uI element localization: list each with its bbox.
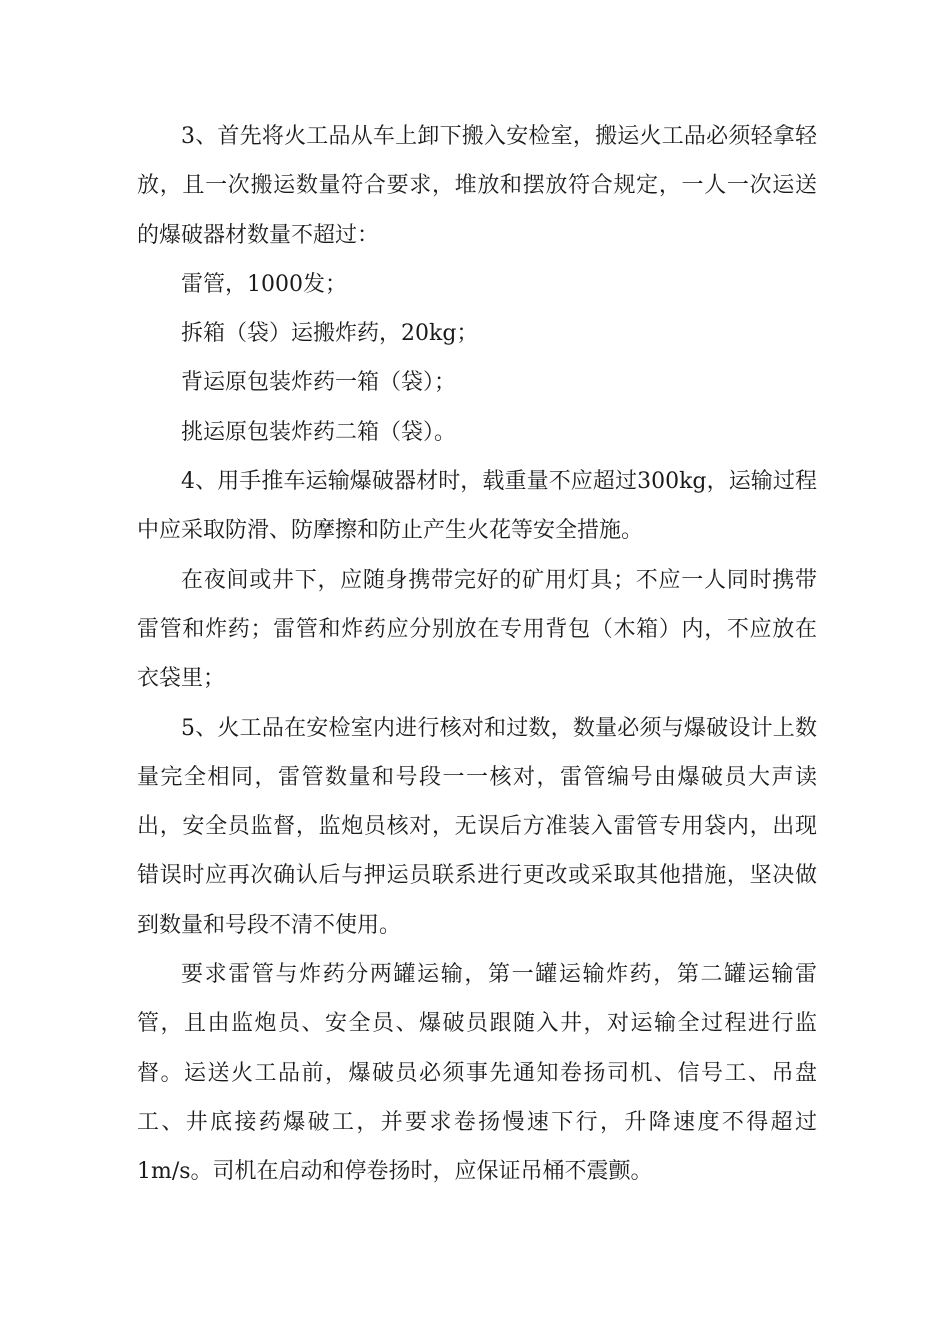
paragraph-night-underground: 在夜间或井下，应随身携带完好的矿用灯具；不应一人同时携带雷管和炸药；雷管和炸药应分别放在专用背包（木箱）内，不应放在衣袋里； xyxy=(137,567,817,692)
list-item-detonators: 雷管，1000发； xyxy=(181,271,347,297)
list-item-unpacked-explosives: 拆箱（袋）运搬炸药，20kg； xyxy=(181,321,479,347)
list-item-shouldered-boxes: 挑运原包装炸药二箱（袋）。 xyxy=(181,419,457,445)
document-body xyxy=(137,112,817,1197)
list-item-carried-box: 背运原包装炸药一箱（袋）； xyxy=(181,370,457,396)
paragraph-step-4: 4、用手推车运输爆破器材时，载重量不应超过300kg，运输过程中应采取防滑、防摩擦和防止产生火花等安全措施。 xyxy=(137,469,817,544)
paragraph-step-5: 5、火工品在安检室内进行核对和过数，数量必须与爆破设计上数量完全相同，雷管数量和号段一一核对，雷管编号由爆破员大声读出，安全员监督，监炮员核对，无误后方准装入雷管专用袋内，出现错误时应再次确认后与押运员联系进行更改或采取其他措施，坚决做到数量和号段不清不使用。 xyxy=(137,715,817,938)
paragraph-step-3: 3、首先将火工品从车上卸下搬入安检室，搬运火工品必须轻拿轻放，且一次搬运数量符合要求，堆放和摆放符合规定，一人一次运送的爆破器材数量不超过： xyxy=(137,124,817,248)
paragraph-transport-requirements: 要求雷管与炸药分两罐运输，第一罐运输炸药，第二罐运输雷管，且由监炮员、安全员、爆破员跟随入井，对运输全过程进行监督。运送火工品前，爆破员必须事先通知卷扬司机、信号工、吊盘工、井底接药爆破工，并要求卷扬慢速下行，升降速度不得超过1m/s。司机在启动和停卷扬时，应保证吊桶不震颤。 xyxy=(137,962,817,1185)
